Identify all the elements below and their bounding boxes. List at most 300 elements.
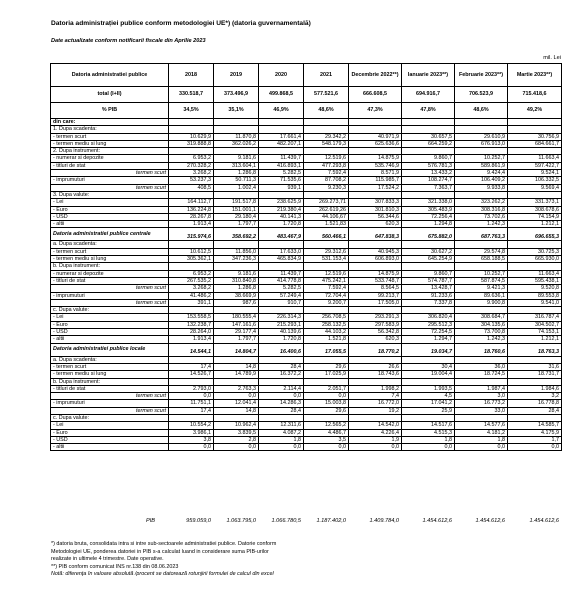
- value-cell: 3.268,2: [169, 285, 214, 292]
- value-cell: 19,2: [349, 407, 402, 414]
- value-cell: [259, 263, 304, 270]
- value-cell: 2.763,3: [214, 385, 259, 392]
- value-cell: 28,4: [259, 407, 304, 414]
- row-label: - termen mediu si lung: [51, 256, 169, 263]
- value-cell: 533.748,7: [349, 277, 402, 284]
- value-cell: 308.678,6: [508, 206, 562, 213]
- value-cell: 499.868,5: [259, 87, 304, 103]
- value-cell: [169, 148, 214, 155]
- value-cell: 132.238,7: [169, 321, 214, 328]
- value-cell: 16.772,0: [349, 400, 402, 407]
- value-cell: 14.875,9: [349, 270, 402, 277]
- value-cell: 310.840,8: [214, 277, 259, 284]
- table-row: [51, 299, 562, 306]
- value-cell: 29.610,9: [455, 133, 508, 140]
- value-cell: [508, 191, 562, 198]
- value-cell: [169, 414, 214, 421]
- value-cell: 7,4: [349, 393, 402, 400]
- value-cell: 323.262,2: [455, 199, 508, 206]
- value-cell: 321.338,0: [402, 199, 455, 206]
- value-cell: 16.400,6: [259, 343, 304, 356]
- value-cell: 1.294,8: [402, 221, 455, 228]
- value-cell: 465.834,9: [259, 256, 304, 263]
- value-cell: 1,9: [349, 436, 402, 443]
- value-cell: 31,6: [508, 363, 562, 370]
- value-cell: 72.254,5: [402, 329, 455, 336]
- value-cell: [304, 148, 349, 155]
- value-cell: 9.181,6: [214, 155, 259, 162]
- value-cell: 25,9: [402, 407, 455, 414]
- value-cell: [455, 378, 508, 385]
- value-cell: 560.466,1: [304, 228, 349, 241]
- value-cell: 17.505,0: [349, 299, 402, 306]
- table-row: [51, 343, 562, 356]
- value-cell: [259, 356, 304, 363]
- value-cell: 19.034,7: [402, 343, 455, 356]
- value-cell: 305.483,9: [402, 206, 455, 213]
- row-label: a. Dupa scadenta:: [51, 356, 169, 363]
- value-cell: [304, 241, 349, 248]
- value-cell: 475.242,1: [304, 277, 349, 284]
- value-cell: 12.519,6: [304, 270, 349, 277]
- value-cell: [169, 378, 214, 385]
- value-cell: 1.797,7: [214, 336, 259, 343]
- table-row: [51, 155, 562, 162]
- value-cell: 1.987,4: [455, 385, 508, 392]
- table-row: [51, 206, 562, 213]
- table-row: [51, 314, 562, 321]
- value-cell: 3.839,5: [214, 429, 259, 436]
- value-cell: 12.311,6: [259, 422, 304, 429]
- value-cell: 17.041,2: [402, 400, 455, 407]
- value-cell: 3.268,2: [169, 170, 214, 177]
- value-cell: [169, 241, 214, 248]
- value-cell: 30.756,9: [508, 133, 562, 140]
- value-cell: 3,5: [304, 436, 349, 443]
- value-cell: 10.612,5: [169, 248, 214, 255]
- row-label: termen scurt: [51, 184, 169, 191]
- value-cell: 33,0: [455, 407, 508, 414]
- value-cell: 1.913,4: [169, 336, 214, 343]
- value-cell: 73.702,6: [455, 213, 508, 220]
- value-cell: 9.933,8: [455, 184, 508, 191]
- value-cell: 14,8: [214, 407, 259, 414]
- value-cell: 295.512,3: [402, 321, 455, 328]
- value-cell: 531.153,4: [304, 256, 349, 263]
- value-cell: 5.282,5: [259, 285, 304, 292]
- value-cell: [455, 241, 508, 248]
- value-cell: 304.135,6: [455, 321, 508, 328]
- value-cell: 15.003,8: [304, 400, 349, 407]
- value-cell: 477.293,8: [304, 162, 349, 169]
- value-cell: 57.249,4: [259, 292, 304, 299]
- row-label: - termen mediu si lung: [51, 140, 169, 147]
- value-cell: 589.861,9: [455, 162, 508, 169]
- value-cell: [169, 191, 214, 198]
- value-cell: 106.409,2: [455, 177, 508, 184]
- value-cell: 1.242,3: [455, 221, 508, 228]
- value-cell: 56.344,6: [349, 213, 402, 220]
- value-cell: 373.496,9: [214, 87, 259, 103]
- table-row: [51, 270, 562, 277]
- value-cell: [169, 119, 214, 126]
- value-cell: 28,4: [259, 363, 304, 370]
- value-cell: 9.900,8: [455, 299, 508, 306]
- value-cell: 11.663,4: [508, 155, 562, 162]
- value-cell: 36,0: [455, 363, 508, 370]
- value-cell: 14.585,7: [508, 422, 562, 429]
- value-cell: [402, 378, 455, 385]
- value-cell: 358.692,2: [214, 228, 259, 241]
- value-cell: 0,0: [259, 393, 304, 400]
- value-cell: 301.810,3: [349, 206, 402, 213]
- value-cell: [349, 148, 402, 155]
- pib-value: 1.409.784,0: [369, 518, 399, 524]
- value-cell: 665.930,0: [508, 256, 562, 263]
- value-cell: 577.521,6: [304, 87, 349, 103]
- row-label: - USD: [51, 213, 169, 220]
- value-cell: 625.636,6: [349, 140, 402, 147]
- table-row: [51, 133, 562, 140]
- value-cell: [455, 191, 508, 198]
- value-cell: [349, 356, 402, 363]
- value-cell: 715.418,6: [508, 87, 562, 103]
- value-cell: 0,0: [508, 444, 562, 451]
- value-cell: [259, 307, 304, 314]
- value-cell: 664.259,2: [402, 140, 455, 147]
- value-cell: 30.725,3: [508, 248, 562, 255]
- footnote-line: *) datoria bruta, consolidata intra si intre sub-sectoarele administratiei publice. Datorie conform: [51, 541, 277, 547]
- value-cell: 7.337,8: [402, 299, 455, 306]
- value-cell: 28.267,8: [169, 213, 214, 220]
- value-cell: 8.571,9: [349, 170, 402, 177]
- value-cell: [455, 414, 508, 421]
- value-cell: 0,0: [402, 444, 455, 451]
- value-cell: 44.103,2: [304, 329, 349, 336]
- value-cell: 2.793,0: [169, 385, 214, 392]
- value-cell: [402, 191, 455, 198]
- row-label: - Euro: [51, 321, 169, 328]
- pib-percent-row: [51, 103, 562, 119]
- value-cell: 675.882,0: [402, 228, 455, 241]
- value-cell: 12.519,6: [304, 155, 349, 162]
- table-row: [51, 162, 562, 169]
- value-cell: 1.002,4: [214, 184, 259, 191]
- value-cell: [508, 119, 562, 126]
- value-cell: 258.132,5: [304, 321, 349, 328]
- value-cell: 11.870,8: [214, 133, 259, 140]
- row-label: - titluri de stat: [51, 385, 169, 392]
- footnote-line: realizate in ultimele 4 trimestre. Date operative.: [51, 556, 164, 563]
- table-row: [51, 177, 562, 184]
- value-cell: 483.467,9: [259, 228, 304, 241]
- value-cell: 3.986,1: [169, 429, 214, 436]
- value-cell: 16.778,8: [508, 400, 562, 407]
- value-cell: 14.804,7: [214, 343, 259, 356]
- value-cell: 267.535,2: [169, 277, 214, 284]
- row-label: - Lei: [51, 314, 169, 321]
- value-cell: 50.711,3: [214, 177, 259, 184]
- value-cell: 87.708,2: [304, 177, 349, 184]
- unit-label: mil. Lei: [543, 55, 561, 61]
- row-label: - termen scurt: [51, 248, 169, 255]
- value-cell: 3,8: [169, 436, 214, 443]
- value-cell: 19.004,4: [402, 371, 455, 378]
- value-cell: 35,1%: [214, 103, 259, 119]
- table-row: [51, 285, 562, 292]
- table-row: [51, 199, 562, 206]
- value-cell: 1.521,83: [304, 221, 349, 228]
- value-cell: 14.542,0: [349, 422, 402, 429]
- row-label: - Euro: [51, 206, 169, 213]
- value-cell: 17.633,0: [259, 248, 304, 255]
- value-cell: 9.200,7: [304, 299, 349, 306]
- value-cell: 38.669,9: [214, 292, 259, 299]
- value-cell: 987,6: [214, 299, 259, 306]
- value-cell: [349, 414, 402, 421]
- value-cell: 687.763,3: [455, 228, 508, 241]
- value-cell: [402, 263, 455, 270]
- value-cell: [304, 356, 349, 363]
- row-label: - imprumuturi: [51, 400, 169, 407]
- value-cell: 30.627,2: [402, 248, 455, 255]
- value-cell: [259, 126, 304, 133]
- value-cell: [259, 191, 304, 198]
- value-cell: 151.001,1: [214, 206, 259, 213]
- value-cell: 316.787,4: [508, 314, 562, 321]
- pib-value: 1.063.795,0: [226, 518, 256, 524]
- value-cell: 11.751,1: [169, 400, 214, 407]
- value-cell: 14.577,6: [455, 422, 508, 429]
- value-cell: 587.874,5: [455, 277, 508, 284]
- value-cell: 13.433,2: [402, 170, 455, 177]
- value-cell: 4.087,2: [259, 429, 304, 436]
- value-cell: [455, 356, 508, 363]
- value-cell: 17.025,9: [304, 371, 349, 378]
- value-cell: [402, 307, 455, 314]
- value-cell: 416.893,1: [259, 162, 304, 169]
- value-cell: 9.524,1: [508, 170, 562, 177]
- value-cell: 14.517,6: [402, 422, 455, 429]
- value-cell: [214, 378, 259, 385]
- value-cell: 347.236,3: [214, 256, 259, 263]
- value-cell: 12.041,4: [214, 400, 259, 407]
- value-cell: [304, 263, 349, 270]
- value-cell: 30,4: [402, 363, 455, 370]
- value-cell: 53.237,3: [169, 177, 214, 184]
- value-cell: 26,6: [349, 363, 402, 370]
- value-cell: 9.181,6: [214, 270, 259, 277]
- pib-value: 1.066.780,5: [271, 518, 301, 524]
- footnote-line: Metodologiei UE, ponderea datoriei in PIB s-a calculat luand in considerare suma PIB-urilor: [51, 548, 269, 555]
- value-cell: 18.763,3: [508, 343, 562, 356]
- value-cell: [508, 263, 562, 270]
- value-cell: 293.291,3: [349, 314, 402, 321]
- value-cell: 14.789,9: [214, 371, 259, 378]
- value-cell: 313.604,1: [214, 162, 259, 169]
- document-title: Datoria administrației publice conform metodologiei UE*) (datoria guvernamentală): [51, 20, 311, 27]
- value-cell: [259, 414, 304, 421]
- value-cell: [455, 307, 508, 314]
- value-cell: 14.286,3: [259, 400, 304, 407]
- value-cell: 44.106,67: [304, 213, 349, 220]
- value-cell: 1.212,1: [508, 221, 562, 228]
- row-label: - imprumuturi: [51, 177, 169, 184]
- value-cell: 0,0: [214, 444, 259, 451]
- value-cell: 597.422,7: [508, 162, 562, 169]
- value-cell: [214, 414, 259, 421]
- value-cell: 9.860,7: [402, 270, 455, 277]
- value-cell: [304, 191, 349, 198]
- row-label: 3. Dupa valute:: [51, 191, 169, 198]
- value-cell: 6.953,2: [169, 155, 214, 162]
- value-cell: [402, 241, 455, 248]
- value-cell: 0,0: [349, 444, 402, 451]
- header-col: 2020: [259, 64, 304, 87]
- header-label: Datoria administratiei publice: [51, 64, 169, 87]
- value-cell: 11.663,4: [508, 270, 562, 277]
- value-cell: 238.625,9: [259, 199, 304, 206]
- value-cell: 108.274,7: [402, 177, 455, 184]
- value-cell: 1.720,8: [259, 336, 304, 343]
- row-label: termen scurt: [51, 170, 169, 177]
- value-cell: [304, 119, 349, 126]
- value-cell: [169, 356, 214, 363]
- value-cell: 14.544,1: [169, 343, 214, 356]
- table-row: [51, 221, 562, 228]
- table-row: [51, 292, 562, 299]
- value-cell: [508, 148, 562, 155]
- value-cell: 11.856,0: [214, 248, 259, 255]
- table-row: [51, 422, 562, 429]
- value-cell: 3,2: [508, 393, 562, 400]
- value-cell: 1.294,7: [402, 336, 455, 343]
- value-cell: 1.242,3: [455, 336, 508, 343]
- table-row: [51, 277, 562, 284]
- value-cell: 645.254,9: [402, 256, 455, 263]
- value-cell: 305.362,1: [169, 256, 214, 263]
- table-row: [51, 126, 562, 133]
- value-cell: 18.724,5: [455, 371, 508, 378]
- value-cell: 391,1: [169, 299, 214, 306]
- value-cell: 331.373,1: [508, 199, 562, 206]
- row-label: c. Dupa valute:: [51, 307, 169, 314]
- value-cell: 215.293,1: [259, 321, 304, 328]
- value-cell: 1.993,5: [402, 385, 455, 392]
- value-cell: [402, 414, 455, 421]
- value-cell: 106.332,5: [508, 177, 562, 184]
- value-cell: 34,5%: [169, 103, 214, 119]
- value-cell: 40.971,9: [349, 133, 402, 140]
- value-cell: [304, 307, 349, 314]
- value-cell: 91.233,6: [402, 292, 455, 299]
- value-cell: [349, 126, 402, 133]
- row-label: - imprumuturi: [51, 292, 169, 299]
- value-cell: 315.974,6: [169, 228, 214, 241]
- value-cell: [402, 356, 455, 363]
- value-cell: 362.026,2: [214, 140, 259, 147]
- value-cell: 29.180,4: [214, 213, 259, 220]
- value-cell: 89.553,8: [508, 292, 562, 299]
- row-label: - USD: [51, 329, 169, 336]
- value-cell: [349, 263, 402, 270]
- value-cell: 9.541,0: [508, 299, 562, 306]
- value-cell: 535.746,9: [349, 162, 402, 169]
- value-cell: 694.916,7: [402, 87, 455, 103]
- value-cell: 4,5: [402, 393, 455, 400]
- value-cell: 4.226,4: [349, 429, 402, 436]
- value-cell: 297.583,9: [349, 321, 402, 328]
- value-cell: 2.114,4: [259, 385, 304, 392]
- value-cell: 0,0: [259, 444, 304, 451]
- row-label: - termen mediu si lung: [51, 371, 169, 378]
- value-cell: 89.636,1: [455, 292, 508, 299]
- value-cell: 319.888,8: [169, 140, 214, 147]
- value-cell: 9.230,3: [304, 184, 349, 191]
- value-cell: 574.787,7: [402, 277, 455, 284]
- row-label: - Lei: [51, 422, 169, 429]
- value-cell: 9.520,8: [508, 285, 562, 292]
- table-row: [51, 241, 562, 248]
- total-row: [51, 87, 562, 103]
- row-label: - altii: [51, 221, 169, 228]
- header-col: 2021: [304, 64, 349, 87]
- value-cell: 910,7: [259, 299, 304, 306]
- value-cell: 706.523,9: [455, 87, 508, 103]
- value-cell: 10.629,9: [169, 133, 214, 140]
- row-label: - altii: [51, 444, 169, 451]
- value-cell: 1,8: [402, 436, 455, 443]
- table-row: [51, 321, 562, 328]
- value-cell: [349, 119, 402, 126]
- table-row: [51, 429, 562, 436]
- value-cell: [259, 241, 304, 248]
- value-cell: 10.554,2: [169, 422, 214, 429]
- rounding-note: Notă: diferenţa în valoare absolută /procent se datorează rotunjirii formulei de calcul din excel: [51, 571, 274, 578]
- table-row: [51, 213, 562, 220]
- value-cell: 12.565,2: [304, 422, 349, 429]
- table-row: [51, 140, 562, 147]
- value-cell: 0,0: [455, 444, 508, 451]
- value-cell: [349, 191, 402, 198]
- value-cell: 595.438,1: [508, 277, 562, 284]
- value-cell: 2,8: [214, 436, 259, 443]
- value-cell: 0,0: [304, 444, 349, 451]
- value-cell: 164.112,7: [169, 199, 214, 206]
- table-row: [51, 371, 562, 378]
- value-cell: 262.619,26: [304, 206, 349, 213]
- value-cell: 9.424,4: [455, 170, 508, 177]
- debt-table: [50, 63, 562, 451]
- pib-percent-label: % PIB: [51, 103, 169, 119]
- value-cell: 18.760,6: [455, 343, 508, 356]
- value-cell: [349, 241, 402, 248]
- table-row: [51, 191, 562, 198]
- row-label: 1. Dupa scadenta:: [51, 126, 169, 133]
- table-row: [51, 436, 562, 443]
- value-cell: 548.179,3: [304, 140, 349, 147]
- value-cell: 28,4: [508, 407, 562, 414]
- value-cell: 74.153,1: [508, 329, 562, 336]
- value-cell: [455, 119, 508, 126]
- value-cell: 308.684,7: [455, 314, 508, 321]
- value-cell: 269.273,71: [304, 199, 349, 206]
- header-col: 2019: [214, 64, 259, 87]
- value-cell: 153.558,5: [169, 314, 214, 321]
- value-cell: 13.428,7: [402, 285, 455, 292]
- value-cell: [508, 241, 562, 248]
- value-cell: 0,0: [169, 444, 214, 451]
